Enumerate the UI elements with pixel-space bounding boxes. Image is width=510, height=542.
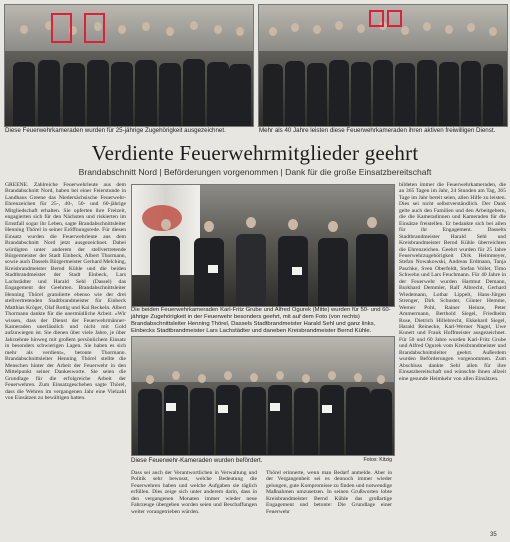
highlight-box (369, 10, 384, 27)
article-column-4: bildeten immer die Feuerwehrkameraden, die an 365 Tagen im Jahr, 24 Stunden am Tag, 365 Tage im Jahr bereit seien, allen Hilfe zu leisten. Dies sei nicht selbstverständlich. Der Dank gelte auch den Familien und den Arbeitgebern, die die Kameradinnen und Kameraden für die Einsätze freistellen. Er bedankte sich bei allen für ihr Engagement. Dasselts Stadtbrandmeister Harald Sehl und Kreisbrandmeister Bernd Kühle überreichten die Ehrenzeichen. Geehrt wurden für 25 Jahre Feuerwehrzugehörigkeit Dirk Heimmeyer, Stefan Nowakowski, Andreas Erdmann, Tanja Paschke, Sven Oberfeldt, Stefan Vollet, Timo Schwehn und Lars Feuchmann. Für 40 Jahre in der Feuerwehr wurden Hartmut Demann, Burkhard Demmler, Ralf Albrecht, Gerhard Wiedemann, Lothar Lippelt, Hans-Jürgen Strenger, Dirk Schuster, Günter Hemme, Werner Pohl, Rainer Heinze, Peter Ammermann, Berthold Siegel, Friedhelm Rose, Dietrich Hillebrecht, Ekkehard Siegel, Harald Reinecke, Karl-Werner Nagel, Uwe Kunert und Frank Hoffmeister ausgezeichnet. Für 50 und 60 Jahre wurden Karl-Fritz Grube und Alfred Ogurek vom Kreisbrandmeister und Brandabschnittsleiter geehrt. Außerdem wurden Beförderungen vorgenommen. Zum Abschluss dankte Sehl allen für ihre Einsatzbereitschaft und wünschte ihnen allzeit eine gesunde Heimkehr von allen Einsätzen. (399, 182, 506, 382)
group-of-firefighters (5, 53, 253, 126)
caption-right-photo: Mehr als 40 Jahre leisten diese Feuerwehrkameraden ihren aktiven freiwilligen Dienst. (259, 127, 496, 134)
highlight-box (84, 13, 105, 43)
caption-left-photo: Diese Feuerwehrkameraden wurden für 25-jährige Zugehörigkeit ausgezeichnet. (5, 127, 226, 134)
photo-50-60-years (131, 184, 395, 307)
photo-credit: Fotos: Kitzig (363, 457, 392, 463)
article-column-2: Dass sei auch der Verantwortlichen in Verwaltung und Politik sehr bewusst, welche Bedeutung die Feuerwehren haben und welche Aufgaben sie täglich erfüllen. Dies zeige sich unter anderem darin, dass in den vergangenen Monaten immer wieder neue Fahrzeuge übergeben worden seien und Beschaffungen weiter vorangetrieben würden. (131, 470, 257, 515)
subheadline: Brandabschnitt Nord | Beförderungen vorgenommen | Dank für die große Einsatzbereitschaft (78, 167, 432, 177)
headline: Verdiente Feuerwehrmitglieder geehrt (91, 141, 419, 165)
group-of-firefighters (132, 233, 394, 306)
caption-bottom-photo: Diese Feuerwehr-Kameraden wurden befördert. (131, 457, 263, 464)
highlight-box (51, 13, 72, 43)
group-of-firefighters (259, 53, 507, 126)
photo-promotions (131, 336, 395, 456)
group-of-firefighters (132, 382, 394, 455)
article-column-1: GREENE. Zahlreiche Feuerwehrleute aus dem Brandabschnitt Nord, haben bei einer Feierstunde in Landhaus Greene das Niedersächsische Feuerwehr-Ehrenzeichen für 25-, 40-, 50- und 60-jährige Mitgliedschaft erhalten. Sie opferten ihre Freizeit, engagierten sich für den Nächsten und riskierten im Ernstfall sogar ihr Leben, sagte Brandabschnittsleiter Henning Thörel in seiner Eröffnungsrede. Für diesen Einsatz wurden die Feuerwehrleute aus dem Brandabschnitt Nord jetzt ausgezeichnet. Dabei würdigten unter anderem der stellvertretende Bürgermeister der Stadt Einbeck, Albert Thormann, sowie auch Dassels Bürgermeister Gerhard Melching, Kreisbrandmeister Bernd Kühle und die beiden Stadtbrandmeister der Stadt Einbeck, Lars Lachstädter und Harald Sehl (Dassel) das Engagement der Geehrten. Brandabschnittsleiter Henning Thörel gratulierte ebenso wie der drei stellvertretenden Stadtbrandmeister für Einbeck Matthias Kröger, Olaf Rottig und Kai Reckeln. Albert Thormann dankte für die unermüdliche Arbeit. »Wir wissen, dass der Dienst der Feuerwehrmänner-Kameraden unerlässlich und nicht mit Gold aufzuwiegen ist. Sie dienen über viele Jahre, je über Jahrzehnte hinweg mit großem persönlichem Einsatz in besonders schwierigen Lagen. Sie haben es sich mehr als verdient«, betonte Thormann. Brandabschnittsleiter Henning Thörel stellte die Menschen hinter der Arbeit der Feuerwehr in den Mittelpunkt seiner Dankesworte. Sie seien die Grundlage für die erfolgreiche Arbeit der Feuerwehren. Zum Einsatzgeschehen sagte Thörel, dass die Wehren im vergangenen Jahr eine Vielzahl von Einsätzen zu bewältigen hatten. (5, 182, 126, 401)
page-number: 35 (490, 532, 497, 538)
caption-middle-photo: Die beiden Feuerwehrkameraden Karl-Fritz Grube und Alfred Ogurek (Mitte) wurden für 50- und 60-jährige Zugehörigkeit in der Feuerwehr besonders geehrt, mit auf dem Foto (von rechts) Brandabschnittsleiter Henning Thörel, Dassels Stadtbrandmeister Harald Sehl und ganz links, Einbecks Stadtbrandmeister Lars Lachstädter und daneben Kreisbrandmeister Bernd Kühle. (131, 307, 391, 334)
photo-25-years (4, 4, 254, 127)
article-column-3: Thörel erinnerte, wenn man Bedarf anmelde. Aber in der Vergangenheit sei es dennoch immer wieder gelungen, gute Kompromisse zu finden und notwendige Maßnahmen umzusetzen. In seinen Grußworten lobte Kreisbrandmeister Bernd Kühle das großartige Engagement und betonte: Die Grundlage einer Feuerwehr (266, 470, 392, 515)
highlight-box (387, 10, 402, 27)
